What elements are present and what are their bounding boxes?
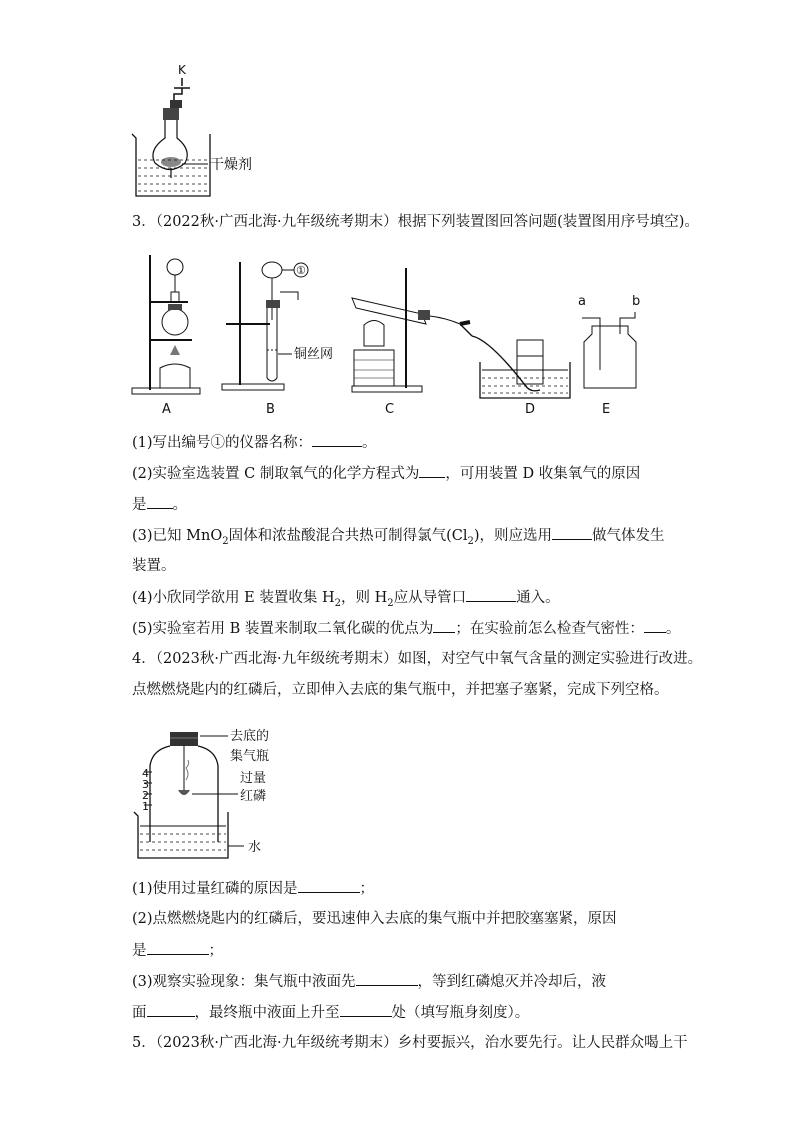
q3-sub4 [132, 587, 560, 608]
q3-sub3 [132, 525, 665, 546]
q3-s4a-sub: 2 [334, 597, 341, 609]
q3-s3b: 固体和浓盐酸混合共热可制得氯气(Cl [228, 528, 468, 544]
q4-s3e: 处（填写瓶身刻度）。 [391, 1005, 530, 1021]
apparatus-d [480, 340, 570, 417]
q3-s4b-sub: 2 [387, 597, 394, 609]
desiccant-apparatus-figure [130, 60, 270, 200]
apparatus-b [222, 262, 333, 417]
q4-sub1 [132, 878, 374, 899]
scale-1: 1 [142, 800, 149, 813]
q3-s2d: 。 [172, 497, 187, 513]
q3-s4-blank[interactable] [466, 587, 516, 602]
q4-stem-line1: 4．（2023秋·广西北海·九年级统考期末）如图，对空气中氧气含量的测定实验进行改进。 [132, 651, 703, 667]
q3-s5c: 。 [665, 621, 681, 637]
q3-s2c: 是 [132, 497, 147, 513]
q3-s5b: ；在实验前怎么检查气密性： [455, 621, 644, 637]
q3-s3a-sub: 2 [222, 535, 229, 547]
q4-s2c: ； [208, 943, 223, 959]
apparatus-c [352, 268, 460, 417]
apparatus-a [132, 255, 200, 417]
q3-s3-blank[interactable] [552, 525, 592, 540]
q3-s3b-sub: 2 [467, 535, 474, 547]
q4-s2b: 是 [132, 943, 147, 959]
apparatus-e [578, 294, 640, 417]
label-bottomless: 去底的 [230, 729, 270, 744]
q3-s4d: 通入。 [516, 590, 560, 606]
q4-s3-blank3[interactable] [340, 1002, 392, 1017]
valve-k-label: K [178, 63, 186, 77]
q3-s1-tail: 的仪器名称： [225, 435, 313, 451]
q3-s3c: )，则应选用 [473, 528, 553, 544]
q3-s5-blank2[interactable] [644, 618, 666, 633]
label-b: B [266, 402, 275, 417]
bell-jar-apparatus-figure [130, 720, 280, 865]
q4-s3a: (3)观察实验现象：集气瓶中液面先 [132, 974, 356, 990]
q4-sub3-cont [132, 1002, 529, 1023]
q3-s3e: 装置。 [132, 558, 176, 574]
q3-s5a: (5)实验室若用 B 装置来制取二氧化碳的优点为 [132, 621, 434, 637]
q3-s1-text: (1)写出编号 [132, 435, 211, 451]
q3-stem: 3．（2022秋·广西北海·九年级统考期末）根据下列装置图回答问题(装置图用序号填空)。 [132, 214, 699, 230]
label-c: C [385, 402, 395, 417]
q3-s4a: (4)小欣同学欲用 E 装置收集 H [132, 590, 335, 606]
q3-s4c: 应从导管口 [393, 590, 467, 606]
q4-s3d: ，最终瓶中液面上升至 [194, 1005, 340, 1021]
q5-stem: 5．（2023秋·广西北海·九年级统考期末）乡村要振兴，治水要先行。让人民群众喝上干 [132, 1035, 688, 1051]
label-num1: ① [296, 264, 306, 277]
q3-sub3-cont [132, 556, 176, 576]
q4-sub3 [132, 971, 606, 992]
q3-sub1 [132, 432, 377, 453]
desiccant-label: 干燥剂 [210, 157, 252, 173]
q3-s2-blank2[interactable] [147, 494, 173, 509]
label-water: 水 [248, 840, 262, 855]
q4-s3-blank2[interactable] [147, 1002, 195, 1017]
scale-2: 2 [142, 789, 149, 802]
scale-3: 3 [142, 778, 149, 791]
q4-s1a: (1)使用过量红磷的原因是 [132, 881, 298, 897]
label-gas-bottle: 集气瓶 [230, 749, 270, 764]
q4-sub2-cont [132, 940, 223, 961]
q3-s3a: (3)已知 MnO [132, 528, 223, 544]
q3-sub2 [132, 463, 640, 484]
q3-s2a: (2)实验室选装置 C 制取氧气的化学方程式为 [132, 466, 420, 482]
label-a: A [162, 402, 171, 417]
q3-s2-blank[interactable] [419, 463, 445, 478]
q3-s3d: 做气体发生 [592, 528, 665, 544]
q4-s2-blank[interactable] [147, 940, 209, 955]
q3-s2b: ，可用装置 D 收集氧气的原因 [445, 466, 641, 482]
q4-s3-blank1[interactable] [356, 971, 418, 986]
label-excess: 过量 [240, 771, 267, 786]
q4-s1-blank[interactable] [298, 878, 360, 893]
label-port-b: b [632, 294, 641, 309]
q4-s1b: ； [359, 881, 375, 897]
label-red-phosphorus: 红磷 [240, 789, 267, 804]
q3-s1-blank[interactable] [312, 432, 362, 447]
q4-sub2 [132, 909, 617, 929]
q3-s1-circled: ① [210, 435, 226, 451]
q3-s1-end: 。 [362, 435, 377, 451]
q3-s5-blank1[interactable] [433, 618, 455, 633]
q3-s4b: ，则 H [340, 590, 388, 606]
q4-s3b: ，等到红磷熄灭并冷却后，液 [417, 974, 607, 990]
q4-s3c: 面 [132, 1005, 147, 1021]
q4-stem-line2: 点燃燃烧匙内的红磷后，立即伸入去底的集气瓶中，并把塞子塞紧，完成下列空格。 [132, 682, 669, 698]
q4-s2a: (2)点燃燃烧匙内的红磷后，要迅速伸入去底的集气瓶中并把胶塞塞紧，原因 [132, 911, 617, 927]
label-port-a: a [578, 294, 586, 309]
label-copper-mesh: 铜丝网 [294, 347, 334, 362]
scale-4: 4 [142, 767, 149, 780]
apparatus-abcde-figure [130, 250, 660, 420]
label-d: D [525, 402, 536, 417]
label-e: E [602, 402, 611, 417]
q3-sub2-cont [132, 494, 187, 515]
q3-sub5 [132, 618, 680, 639]
